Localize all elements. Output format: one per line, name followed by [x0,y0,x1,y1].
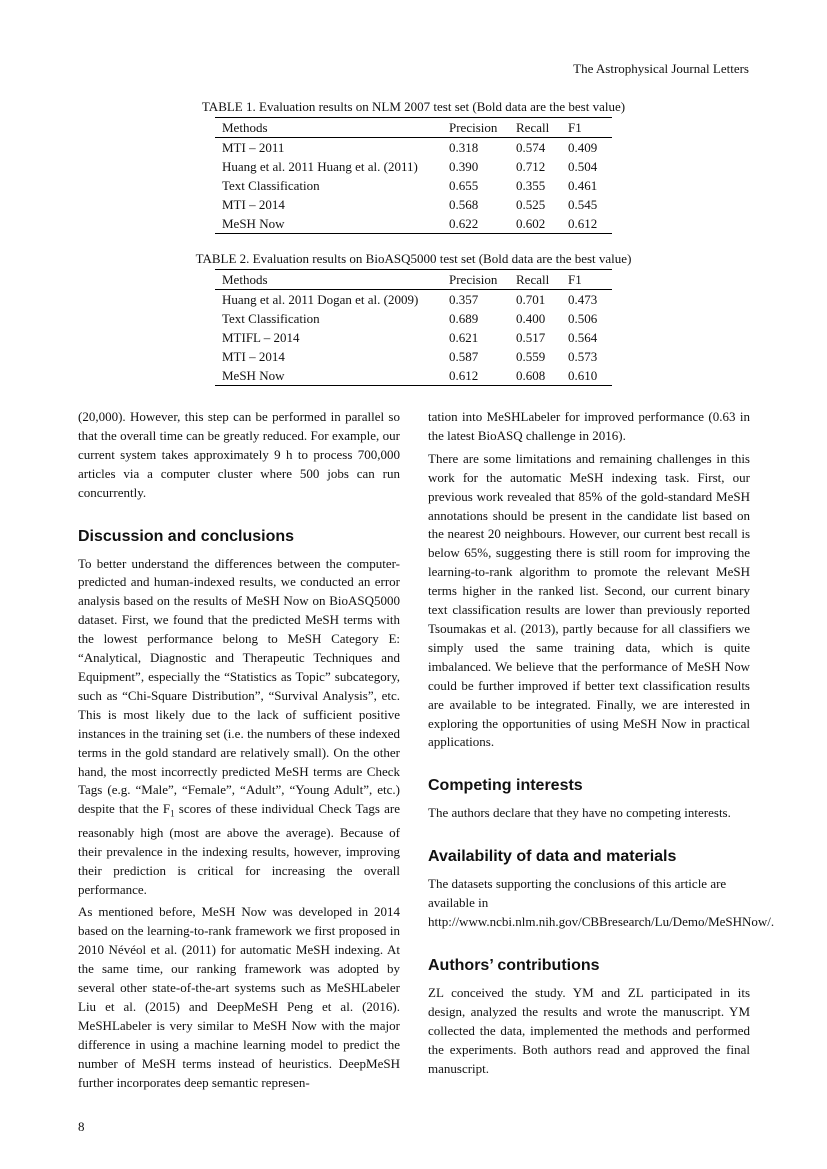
table1-cell-precision: 0.318 [449,140,479,155]
table1-cell-method: MTI – 2014 [222,197,285,212]
table1-cell-method: Huang et al. 2011 Huang et al. (2011) [222,159,418,174]
table2-cell-recall: 0.400 [516,311,546,326]
table2-cell-f1: 0.564 [568,330,598,345]
table2-cell-method: MeSH Now [215,366,449,386]
table-row [215,309,612,328]
table2-cell-f1: 0.610 [568,366,612,386]
limitations-paragraph: There are some limitations and remaining challenges in this work for the automatic MeSH indexing task. First, our previous work revealed that 85% of the gold-standard MeSH annotations should be present in the candidate list based on the nearest 20 neighbours. However, our current best recall is below 65%, suggesting there is still room for improving the learning-to-rank algorithm to promote the relevant MeSH terms higher in the ranked list. Second, our current binary text classification results are lower than previously reported Tsoumakas et al. (2013), partly because for all classifiers we simply used the same training data, which is quite imbalanced. We believe that the performance of MeSH Now could be further improved if better text classification results are available to be integrated. Finally, we are interested in exploring the opportunities of using MeSH Now in practical applications. [428,450,750,750]
table-1-caption: TABLE 1. Evaluation results on NLM 2007 test set (Bold data are the best value) [201,99,626,114]
table-row [215,214,612,234]
table2-cell-precision: 0.587 [449,349,479,364]
table1-cell-recall: 0.525 [516,197,546,212]
table2-cell-recall: 0.701 [516,292,546,307]
table1-cell-precision: 0.390 [449,159,479,174]
table2-cell-recall: 0.517 [516,330,546,345]
table2-cell-f1: 0.473 [568,292,598,307]
table2-cell-method: Text Classification [222,311,320,326]
table1-cell-recall: 0.712 [516,159,546,174]
page-number: 8 [78,1119,85,1134]
table2-cell-recall: 0.608 [516,366,568,386]
table-2-grid [215,269,612,386]
table2-cell-f1: 0.506 [568,311,598,326]
competing-interests-heading: Competing interests [428,777,583,795]
availability-url-link[interactable]: http://www.ncbi.nlm.nih.gov/CBBresearch/Lu/Demo/MeSHNow/. [428,914,775,930]
table-row [215,195,612,214]
discussion-text-b: scores of these individual Check Tags are reasonably high (most are above the average). Because of their prevalence in the indexing results, however, improving their prediction is critical for increasing the overall performance. [78,801,400,897]
f1-subscript: 1 [170,808,175,819]
table2-cell-precision: 0.689 [449,311,479,326]
availability-text: The datasets supporting the conclusions of this article are available in [428,876,727,911]
table2-header-f1: F1 [568,270,612,290]
table1-cell-recall: 0.602 [516,214,568,234]
table-1 [0,99,827,234]
table2-cell-precision: 0.621 [449,330,479,345]
table2-cell-precision: 0.357 [449,292,479,307]
table1-cell-f1: 0.545 [568,197,598,212]
running-head-journal: The Astrophysical Journal Letters [573,61,749,76]
table1-cell-method: Text Classification [222,178,320,193]
table2-cell-precision: 0.612 [449,366,516,386]
table-2 [0,251,827,386]
table1-cell-method: MeSH Now [215,214,449,234]
table-row [215,366,612,386]
table1-cell-precision: 0.622 [449,214,516,234]
intro-paragraph: (20,000). However, this step can be performed in parallel so that the overall time can be greatly reduced. For example, our current system takes approximately 9 h to process 700,000 articles via a computer cluster where 500 jobs can run concurrently. [78,409,400,500]
table1-cell-f1: 0.504 [568,159,598,174]
discussion-text-a: To better understand the differences between the computer-predicted and human-indexed results, we conducted an error analysis based on the results of MeSH Now on BioASQ5000 dataset. First, we found that the predicted MeSH terms with the lowest performance belong to MeSH Category E: “Analytical, Diagnostic and Therapeutic Techniques and Equipment”, especially the “Statistics as Topic” subcategory, such as “Chi-Square Distribution”, “Survival Analysis”, etc. This is most likely due to the lack of sufficient positive instances in the training set (i.e. the numbers of these indexed terms in the gold standard are relatively small). On the other hand, the most incorrectly predicted MeSH terms are Check Tags (e.g. “Male”, “Female”, “Adult”, “Young Adult”, etc.) despite that the F [78,555,400,817]
table2-cell-method: Huang et al. 2011 Dogan et al. (2009) [222,292,419,307]
availability-heading: Availability of data and materials [428,848,677,866]
table2-cell-f1: 0.573 [568,349,598,364]
availability-paragraph [428,875,775,932]
table1-cell-f1: 0.409 [568,140,598,155]
contributions-heading: Authors’ contributions [428,956,600,974]
table-row [215,138,612,158]
contributions-text: ZL conceived the study. YM and ZL participated in its design, analyzed the results and wrote the manuscript. YM collected the data, implemented the methods and performed the experiments. Both authors read and approved the final manuscript. [428,984,750,1076]
discussion-paragraph-2: As mentioned before, MeSH Now was developed in 2014 based on the learning-to-rank framework we first proposed in 2010 Névéol et al. (2011) for automatic MeSH indexing. At the same time, our ranking framework was adopted by several other state-of-the-art systems such as MeSHLabeler Liu et al. (2015) and DeepMeSH Peng et al. (2016). MeSHLabeler is very similar to MeSH Now with the major difference in using a machine learning model to predict the number of MeSH terms instead of heuristics. DeepMeSH further incorporates deep semantic represen- [78,904,400,1090]
table1-cell-precision: 0.568 [449,197,479,212]
table1-cell-method: MTI – 2011 [222,140,285,155]
table1-cell-recall: 0.574 [516,140,546,155]
discussion-heading: Discussion and conclusions [78,527,295,545]
continuation-paragraph: tation into MeSHLabeler for improved performance (0.63 in the latest BioASQ challenge in 2016). [428,409,750,443]
table1-cell-precision: 0.655 [449,178,479,193]
table1-cell-f1: 0.461 [568,178,598,193]
competing-interests-text: The authors declare that they have no competing interests. [428,805,731,821]
table-row [215,157,612,176]
table-1-grid [215,117,612,234]
table1-cell-recall: 0.355 [516,178,546,193]
table1-header-f1: F1 [568,118,612,138]
table1-header-methods: Methods [215,118,449,138]
table1-cell-f1: 0.612 [568,214,612,234]
table2-cell-method: MTIFL – 2014 [222,330,300,345]
right-column [428,408,775,1082]
table2-header-recall: Recall [516,270,568,290]
table2-header-precision: Precision [449,270,516,290]
table1-header-precision: Precision [449,118,516,138]
table1-header-recall: Recall [516,118,568,138]
table2-cell-method: MTI – 2014 [222,349,285,364]
table-row [215,328,612,347]
table2-header-methods: Methods [215,270,449,290]
table2-cell-recall: 0.559 [516,349,546,364]
table-row [215,347,612,366]
left-column [78,408,400,1097]
table-2-caption: TABLE 2. Evaluation results on BioASQ5000 test set (Bold data are the best value) [195,251,632,266]
discussion-paragraph-1 [78,555,400,900]
table-row [215,290,612,310]
table-row [215,176,612,195]
